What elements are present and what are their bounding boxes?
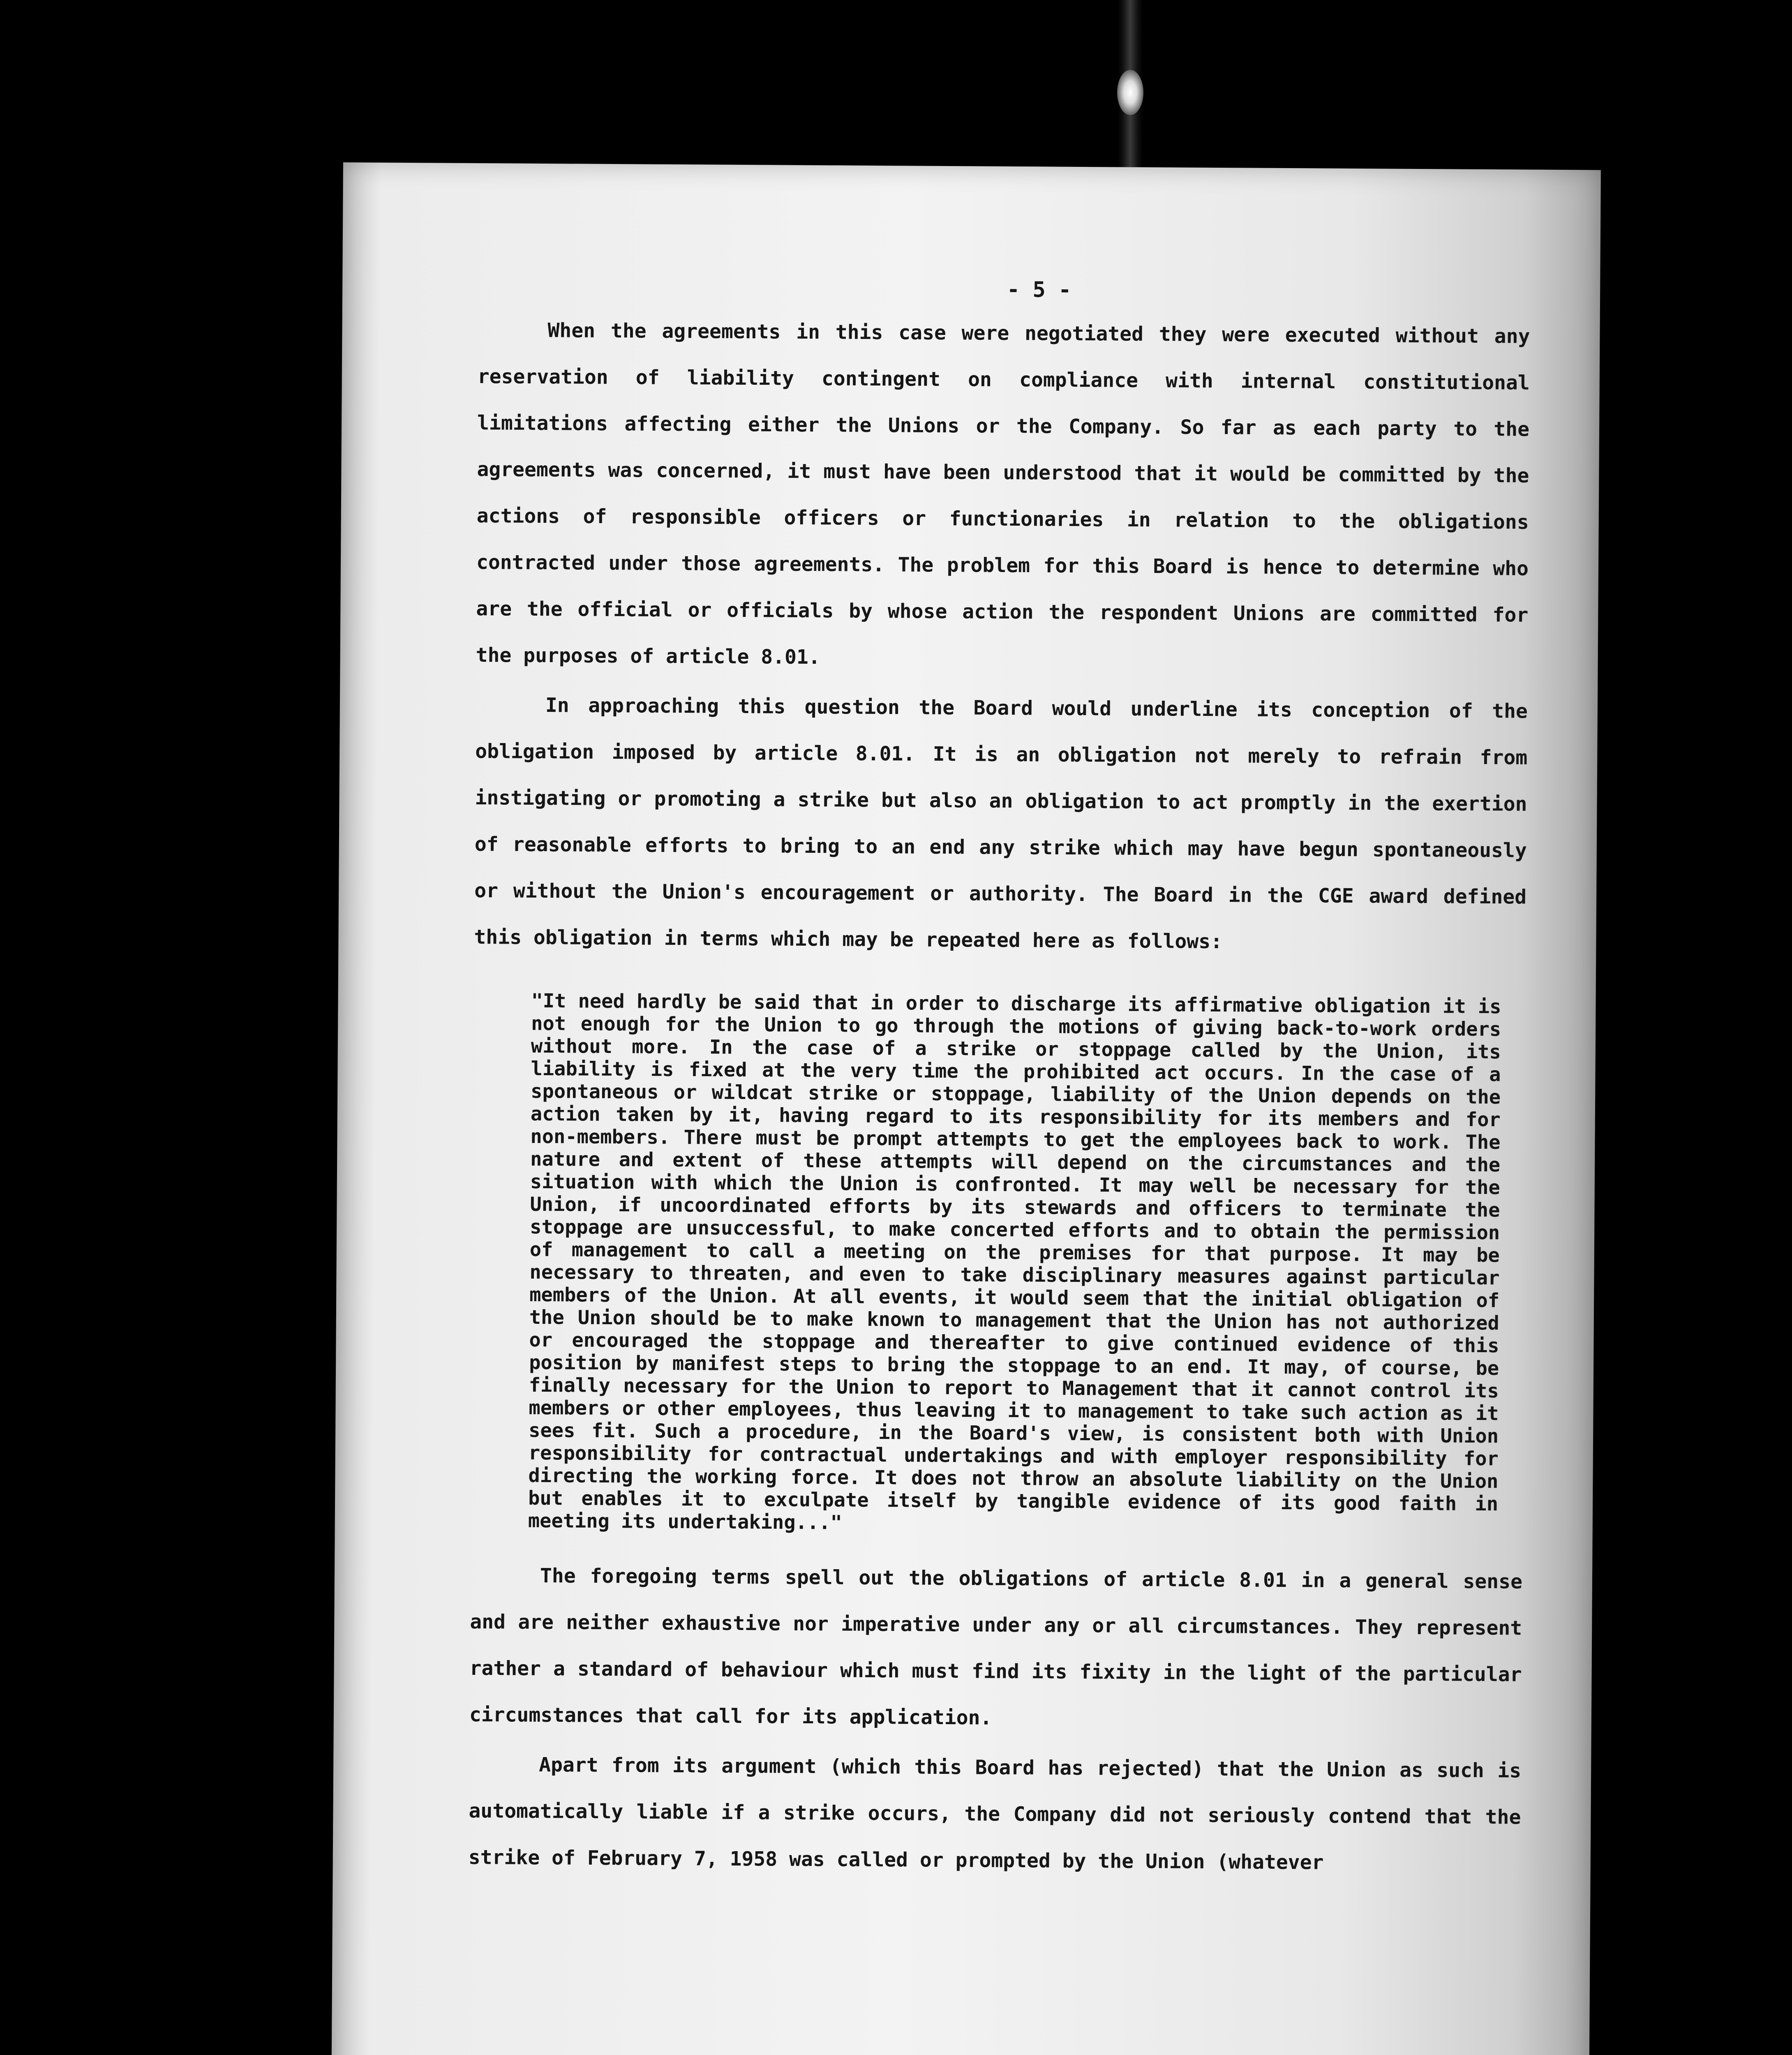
page-text [468, 274, 1530, 1891]
page-number: - 5 - [1007, 277, 1072, 302]
paragraph-3: The foregoing terms spell out the obligations of article 8.01 in a general sense and are neither exhaustive nor imperative under any or all circumstances. They represent rather a standard of behaviour which must find its fixity in the light of the particular circumstances that call for its application. [469, 1564, 1523, 1729]
paragraph-2: In approaching this question the Board would underline its conception of the obligation imposed by article 8.01. It is an obligation not merely to refrain from instigating or promoting a strike but also an obligation to act promptly in the exertion of reasonable efforts to bring to an end any strike which may have begun spontaneously or without the Union's encouragement or authority. The Board in the CGE award defined this obligation in terms which may be repeated here as follows: [474, 694, 1528, 954]
block-quote: "It need hardly be said that in order to discharge its affirmative obligation it is not enough for the Union to go through the motions of giving back-to-work orders without more. In the case of a strike or stoppage called by the Union, its liability is fixed at the very time the prohibited act occurs. In the case of a spontaneous or wildcat strike or stoppage, liability of the Union depends on the action taken by it, having regard to its responsibility for its members and for non-members. There must be prompt attempts to get the employees back to work. The nature and extent of these attempts will depend on the circumstances and the situation with which the Union is confronted. It may well be necessary for the Union, if uncoordinated efforts by its stewards and officers to terminate the stoppage are unsuccessful, to make concerted efforts and to obtain the permission of management to call a meeting on the premises for that purpose. It may be necessary to threaten, and even to take disciplinary measures against particular members of the Union. At all events, it would seem that the initial obligation of the Union should be to make known to management that the Union has not authorized or encouraged the stoppage and thereafter to give continued evidence of this position by manifest steps to bring the stoppage to an end. It may, of course, be finally necessary for the Union to report to Management that it cannot control its members or other employees, thus leaving it to management to take such action as it sees fit. Such a procedure, in the Board's view, is consistent both with Union responsibility for contractual undertakings and with employer responsibility for directing the working force. It does not throw an absolute liability on the Union but enables it to exculpate itself by tangible evidence of its good faith in meeting its undertaking..." [528, 989, 1501, 1534]
document-page [330, 162, 1601, 2055]
paragraph-4: Apart from its argument (which this Board has rejected) that the Union as such is automatically liable if a strike occurs, the Company did not seriously contend that the strike of February 7, 1958 was called or prompted by the Union (whatever [468, 1753, 1522, 1874]
paragraph-1: When the agreements in this case were negotiated they were executed without any reservation of liability contingent on compliance with internal constitutional limitations affecting either the Unions or the Company. So far as each party to the agreements was concerned, it must have been understood that it would be committed by the actions of responsible officers or functionaries in relation to the obligations contracted under those agreements. The problem for this Board is hence to determine who are the official or officials by whose action the respondent Unions are committed for the purposes of article 8.01. [476, 319, 1530, 669]
film-sprocket-hole [1117, 70, 1143, 115]
